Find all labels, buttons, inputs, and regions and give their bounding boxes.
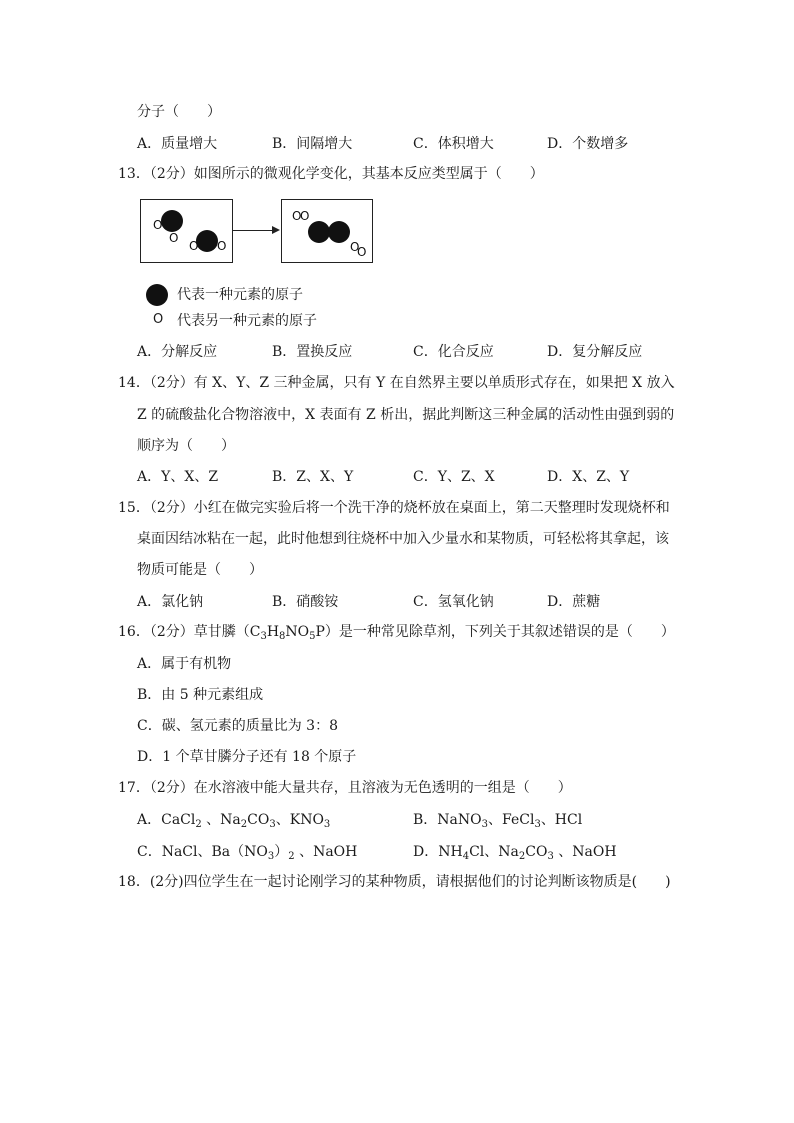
q14-stem-line1: 14．（2分）有 X、Y、Z 三种金属，只有 Y 在自然界主要以单质形式存在，如果把 X 放入 xyxy=(118,375,675,391)
q13-option-d: D．复分解反应 xyxy=(547,344,643,360)
q15-stem-line3: 物质可能是（ ） xyxy=(137,562,263,578)
arrow-icon xyxy=(232,230,274,231)
q18-stem: 18．(2分)四位学生在一起讨论刚学习的某种物质，请根据他们的讨论判断该物质是( ) xyxy=(118,874,671,890)
q13-stem: 13．（2分）如图所示的微观化学变化，其基本反应类型属于（ ） xyxy=(118,166,544,182)
legend-small-label: 代表另一种元素的原子 xyxy=(177,313,317,329)
q17-option-b: B．NaNO$_3$、FeCl$_3$、HCl xyxy=(413,812,583,830)
small-atom-icon: O xyxy=(300,209,310,223)
q16-stem: 16．（2分）草甘膦$(C_3H_8NO_5P)$是一种常见除草剂，下列关于其叙述错误的是（ ） xyxy=(118,624,675,642)
q14-stem-line3: 顺序为（ ） xyxy=(137,438,235,454)
q15-option-c: C．氢氧化钠 xyxy=(413,594,494,610)
q15-option-d: D．蔗糖 xyxy=(547,594,601,610)
legend-big-atom-icon xyxy=(146,284,168,306)
q16-option-a: A．属于有机物 xyxy=(137,656,232,672)
q13-option-b: B．置换反应 xyxy=(272,344,353,360)
q16-option-c: C．碳、氢元素的质量比为 3：8 xyxy=(137,718,338,734)
small-atom-icon: O xyxy=(189,239,199,253)
q12-option-b: B．间隔增大 xyxy=(272,136,353,152)
big-atom-icon xyxy=(161,210,183,232)
q16-option-d: D．1 个草甘膦分子还有 18 个原子 xyxy=(137,749,357,765)
big-atom-icon xyxy=(196,230,218,252)
q14-option-d: D．X、Z、Y xyxy=(547,469,630,485)
q12-option-c: C．体积增大 xyxy=(413,136,494,152)
small-atom-icon: O xyxy=(357,245,367,259)
small-atom-icon: O xyxy=(350,240,360,254)
small-atom-icon: O xyxy=(153,218,163,232)
q12-option-d: D．个数增多 xyxy=(547,136,629,152)
q16-option-b: B．由 5 种元素组成 xyxy=(137,687,264,703)
small-atom-icon: O xyxy=(217,239,227,253)
q12-option-a: A．质量增大 xyxy=(137,136,218,152)
q15-option-a: A．氯化钠 xyxy=(137,594,204,610)
q13-option-a: A．分解反应 xyxy=(137,344,218,360)
q17-stem: 17．（2分）在水溶液中能大量共存，且溶液为无色透明的一组是（ ） xyxy=(118,780,572,796)
legend-small-atom-icon: O xyxy=(153,312,164,327)
small-atom-icon: O xyxy=(292,209,302,223)
q17-option-a: A．CaCl$_2$ 、$Na_2CO_3$、$KNO_3$ xyxy=(137,812,331,830)
q14-option-c: C．Y、Z、X xyxy=(413,469,495,485)
q12-stem-tail: 分子（ ） xyxy=(137,104,221,120)
reactant-box xyxy=(140,199,233,263)
q13-option-c: C．化合反应 xyxy=(413,344,494,360)
product-box xyxy=(281,199,373,263)
q15-stem-line2: 桌面因结冰粘在一起，此时他想到往烧杯中加入少量水和某物质，可轻松将其拿起，该 xyxy=(137,531,669,547)
q15-stem-line1: 15．（2分）小红在做完实验后将一个洗干净的烧杯放在桌面上，第二天整理时发现烧杯和 xyxy=(118,500,670,516)
big-atom-icon xyxy=(308,221,330,243)
legend-big-label: 代表一种元素的原子 xyxy=(177,287,303,303)
q17-option-c: C．NaCl、$Ba(NO_3)_2$ 、NaOH xyxy=(137,844,358,862)
big-atom-icon xyxy=(328,221,350,243)
q14-option-b: B．Z、X、Y xyxy=(272,469,354,485)
q14-option-a: A．Y、X、Z xyxy=(137,469,219,485)
q14-stem-line2: Z 的硫酸盐化合物溶液中，X 表面有 Z 析出，据此判断这三种金属的活动性由强到弱的 xyxy=(137,407,675,423)
q17-option-d: D．$NH_4Cl$、$Na_2CO_3$ 、NaOH xyxy=(413,844,617,862)
small-atom-icon: O xyxy=(169,231,179,245)
arrow-head-icon xyxy=(272,226,280,234)
q15-option-b: B．硝酸铵 xyxy=(272,594,339,610)
